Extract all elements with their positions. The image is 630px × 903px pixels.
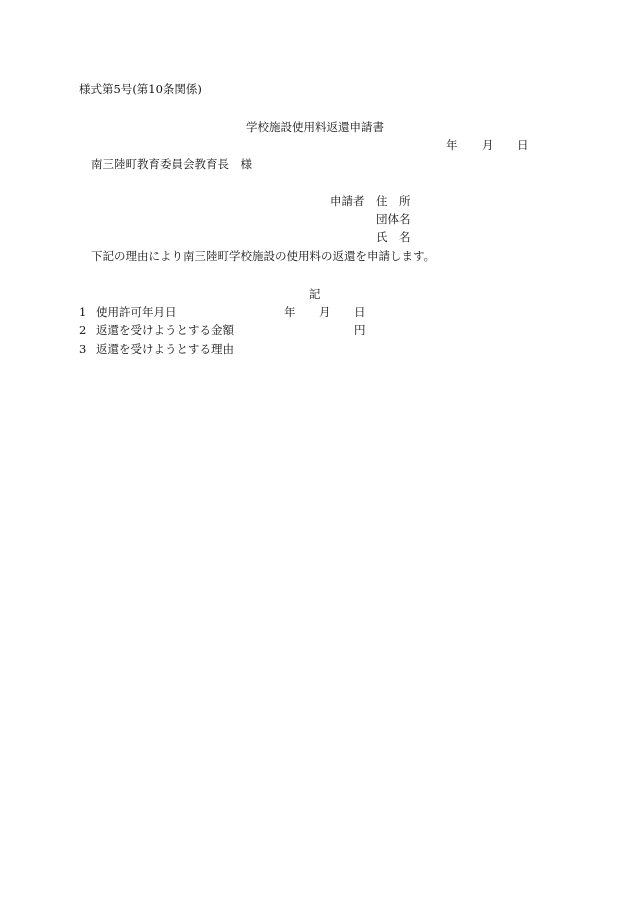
addressee: 南三陸町教育委員会教育長 様 xyxy=(91,157,252,171)
permit-day-label: 日 xyxy=(354,305,366,319)
date-year-label: 年 xyxy=(446,138,458,152)
item-label-refund-amount: 返還を受けようとする金額 xyxy=(96,323,234,337)
item-number: 1 xyxy=(79,305,87,319)
item-number: 2 xyxy=(79,323,87,337)
item-label-refund-reason: 返還を受けようとする理由 xyxy=(96,342,234,356)
permit-year-label: 年 xyxy=(284,305,296,319)
form-number: 様式第5号(第10条関係) xyxy=(79,82,202,96)
yen-unit-label: 円 xyxy=(354,323,366,337)
ki-heading: 記 xyxy=(309,287,321,301)
body-text: 下記の理由により南三陸町学校施設の使用料の返還を申請します。 xyxy=(91,249,436,263)
form-title: 学校施設使用料返還申請書 xyxy=(246,120,384,134)
date-day-label: 日 xyxy=(517,138,529,152)
date-month-label: 月 xyxy=(482,138,494,152)
organization-label: 団体名 xyxy=(376,212,411,226)
name-label: 氏 名 xyxy=(376,230,411,244)
permit-month-label: 月 xyxy=(319,305,331,319)
applicant-label: 申請者 xyxy=(330,194,365,208)
item-number: 3 xyxy=(79,342,87,356)
item-label-permit-date: 使用許可年月日 xyxy=(96,305,177,319)
address-label: 住 所 xyxy=(376,194,411,208)
